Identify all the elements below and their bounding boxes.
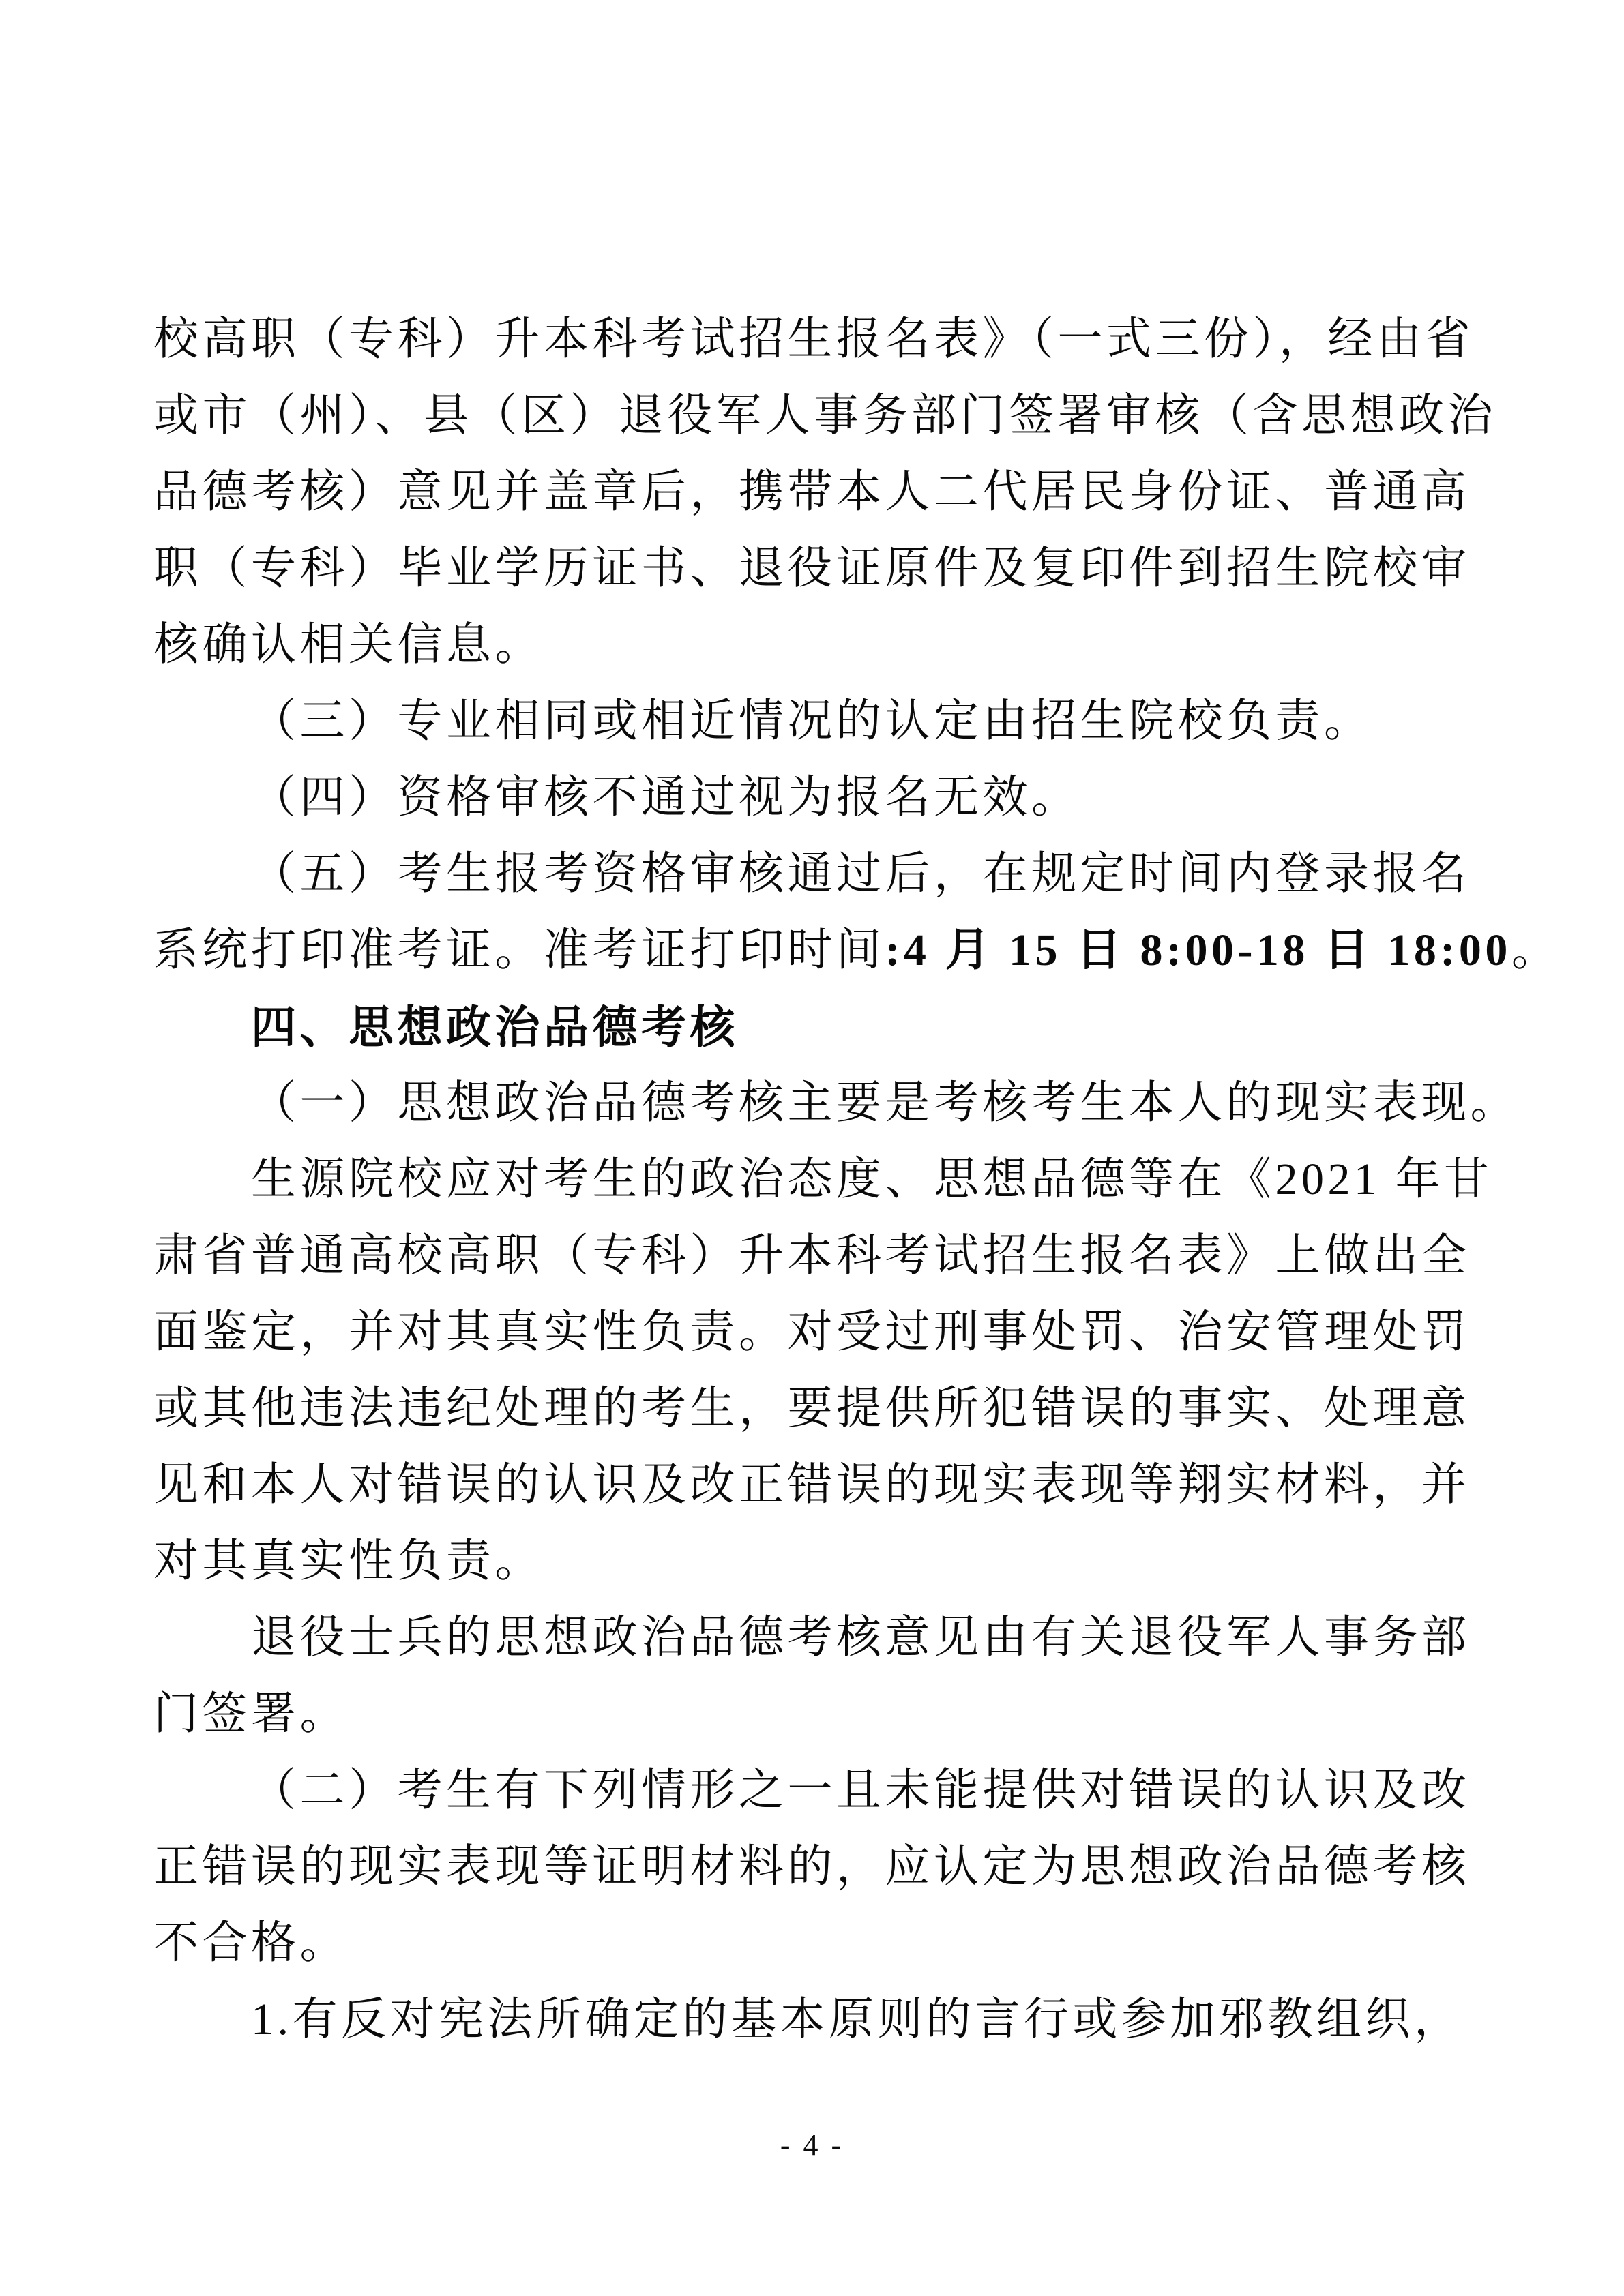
text-line [153, 836, 1477, 912]
text-line [153, 1829, 1477, 1905]
page-number: - 4 - [780, 2128, 844, 2162]
text-segment: 校高职（专科）升本科考试招生报名表》（一式三份），经由省 [153, 314, 1474, 364]
text-segment: 或市（州）、县（区）退役军人事务部门签署审核（含思想政治 [153, 391, 1496, 441]
text-segment: 品德考核）意见并盖章后，携带本人二代居民身份证、普通高 [153, 467, 1471, 517]
text-line [153, 1371, 1477, 1447]
text-line [153, 760, 1477, 836]
text-segment: 。 [1511, 925, 1561, 975]
text-line [153, 531, 1477, 607]
text-line [153, 912, 1561, 989]
text-segment: 肃省普通高校高职（专科）升本科考试招生报名表》上做出全 [153, 1231, 1471, 1281]
document-text [153, 301, 1561, 2058]
text-segment: 对其真实性负责。 [153, 1536, 544, 1586]
text-segment: 退役士兵的思想政治品德考核意见由有关退役军人事务部 [251, 1613, 1471, 1663]
text-segment: 系统打印准考证。准考证打印时间 [153, 925, 885, 975]
text-line [153, 454, 1477, 531]
bold-text-segment: :4 月 15 日 8:00-18 日 18:00 [885, 925, 1511, 975]
text-segment: 正错误的现实表现等证明材料的，应认定为思想政治品德考核 [153, 1842, 1471, 1892]
text-line [153, 1065, 1519, 1142]
text-segment: （二）考生有下列情形之一且未能提供对错误的认识及改 [251, 1765, 1471, 1815]
text-segment: （五）考生报考资格审核通过后，在规定时间内登录报名 [251, 849, 1471, 899]
text-line [153, 1523, 1477, 1600]
text-line [153, 1600, 1477, 1676]
text-segment: 门签署。 [153, 1689, 349, 1739]
text-segment: （一）思想政治品德考核主要是考核考生本人的现实表现。 [251, 1078, 1519, 1128]
text-line [153, 1676, 1477, 1753]
section-heading [153, 989, 1477, 1065]
text-segment: 见和本人对错误的认识及改正错误的现实表现等翔实材料，并 [153, 1460, 1471, 1510]
text-segment: （四）资格审核不通过视为报名无效。 [251, 773, 1080, 822]
text-line [153, 301, 1477, 378]
text-line [153, 1447, 1477, 1523]
bold-text-segment: 四、思想政治品德考核 [251, 1002, 739, 1052]
text-line [153, 1753, 1477, 1829]
text-line [153, 683, 1477, 760]
page-footer [0, 2126, 1624, 2164]
text-segment: 职（专科）毕业学历证书、退役证原件及复印件到招生院校审 [153, 543, 1471, 593]
text-line [153, 1294, 1477, 1371]
text-segment: 或其他违法违纪处理的考生，要提供所犯错误的事实、处理意 [153, 1384, 1471, 1433]
text-line [153, 378, 1496, 454]
text-line [153, 607, 1477, 683]
text-segment: 不合格。 [153, 1918, 349, 1968]
text-segment: 面鉴定，并对其真实性负责。对受过刑事处罚、治安管理处罚 [153, 1307, 1471, 1357]
text-line [153, 1218, 1477, 1294]
text-segment: 1.有反对宪法所确定的基本原则的言行或参加邪教组织， [251, 1995, 1463, 2044]
text-line [153, 1142, 1493, 1218]
text-segment: 核确认相关信息。 [153, 620, 544, 670]
text-segment: 生源院校应对考生的政治态度、思想品德等在《2021 年甘 [251, 1154, 1493, 1204]
text-segment: （三）专业相同或相近情况的认定由招生院校负责。 [251, 696, 1373, 746]
text-line [153, 1982, 1477, 2058]
text-line [153, 1905, 1477, 1982]
